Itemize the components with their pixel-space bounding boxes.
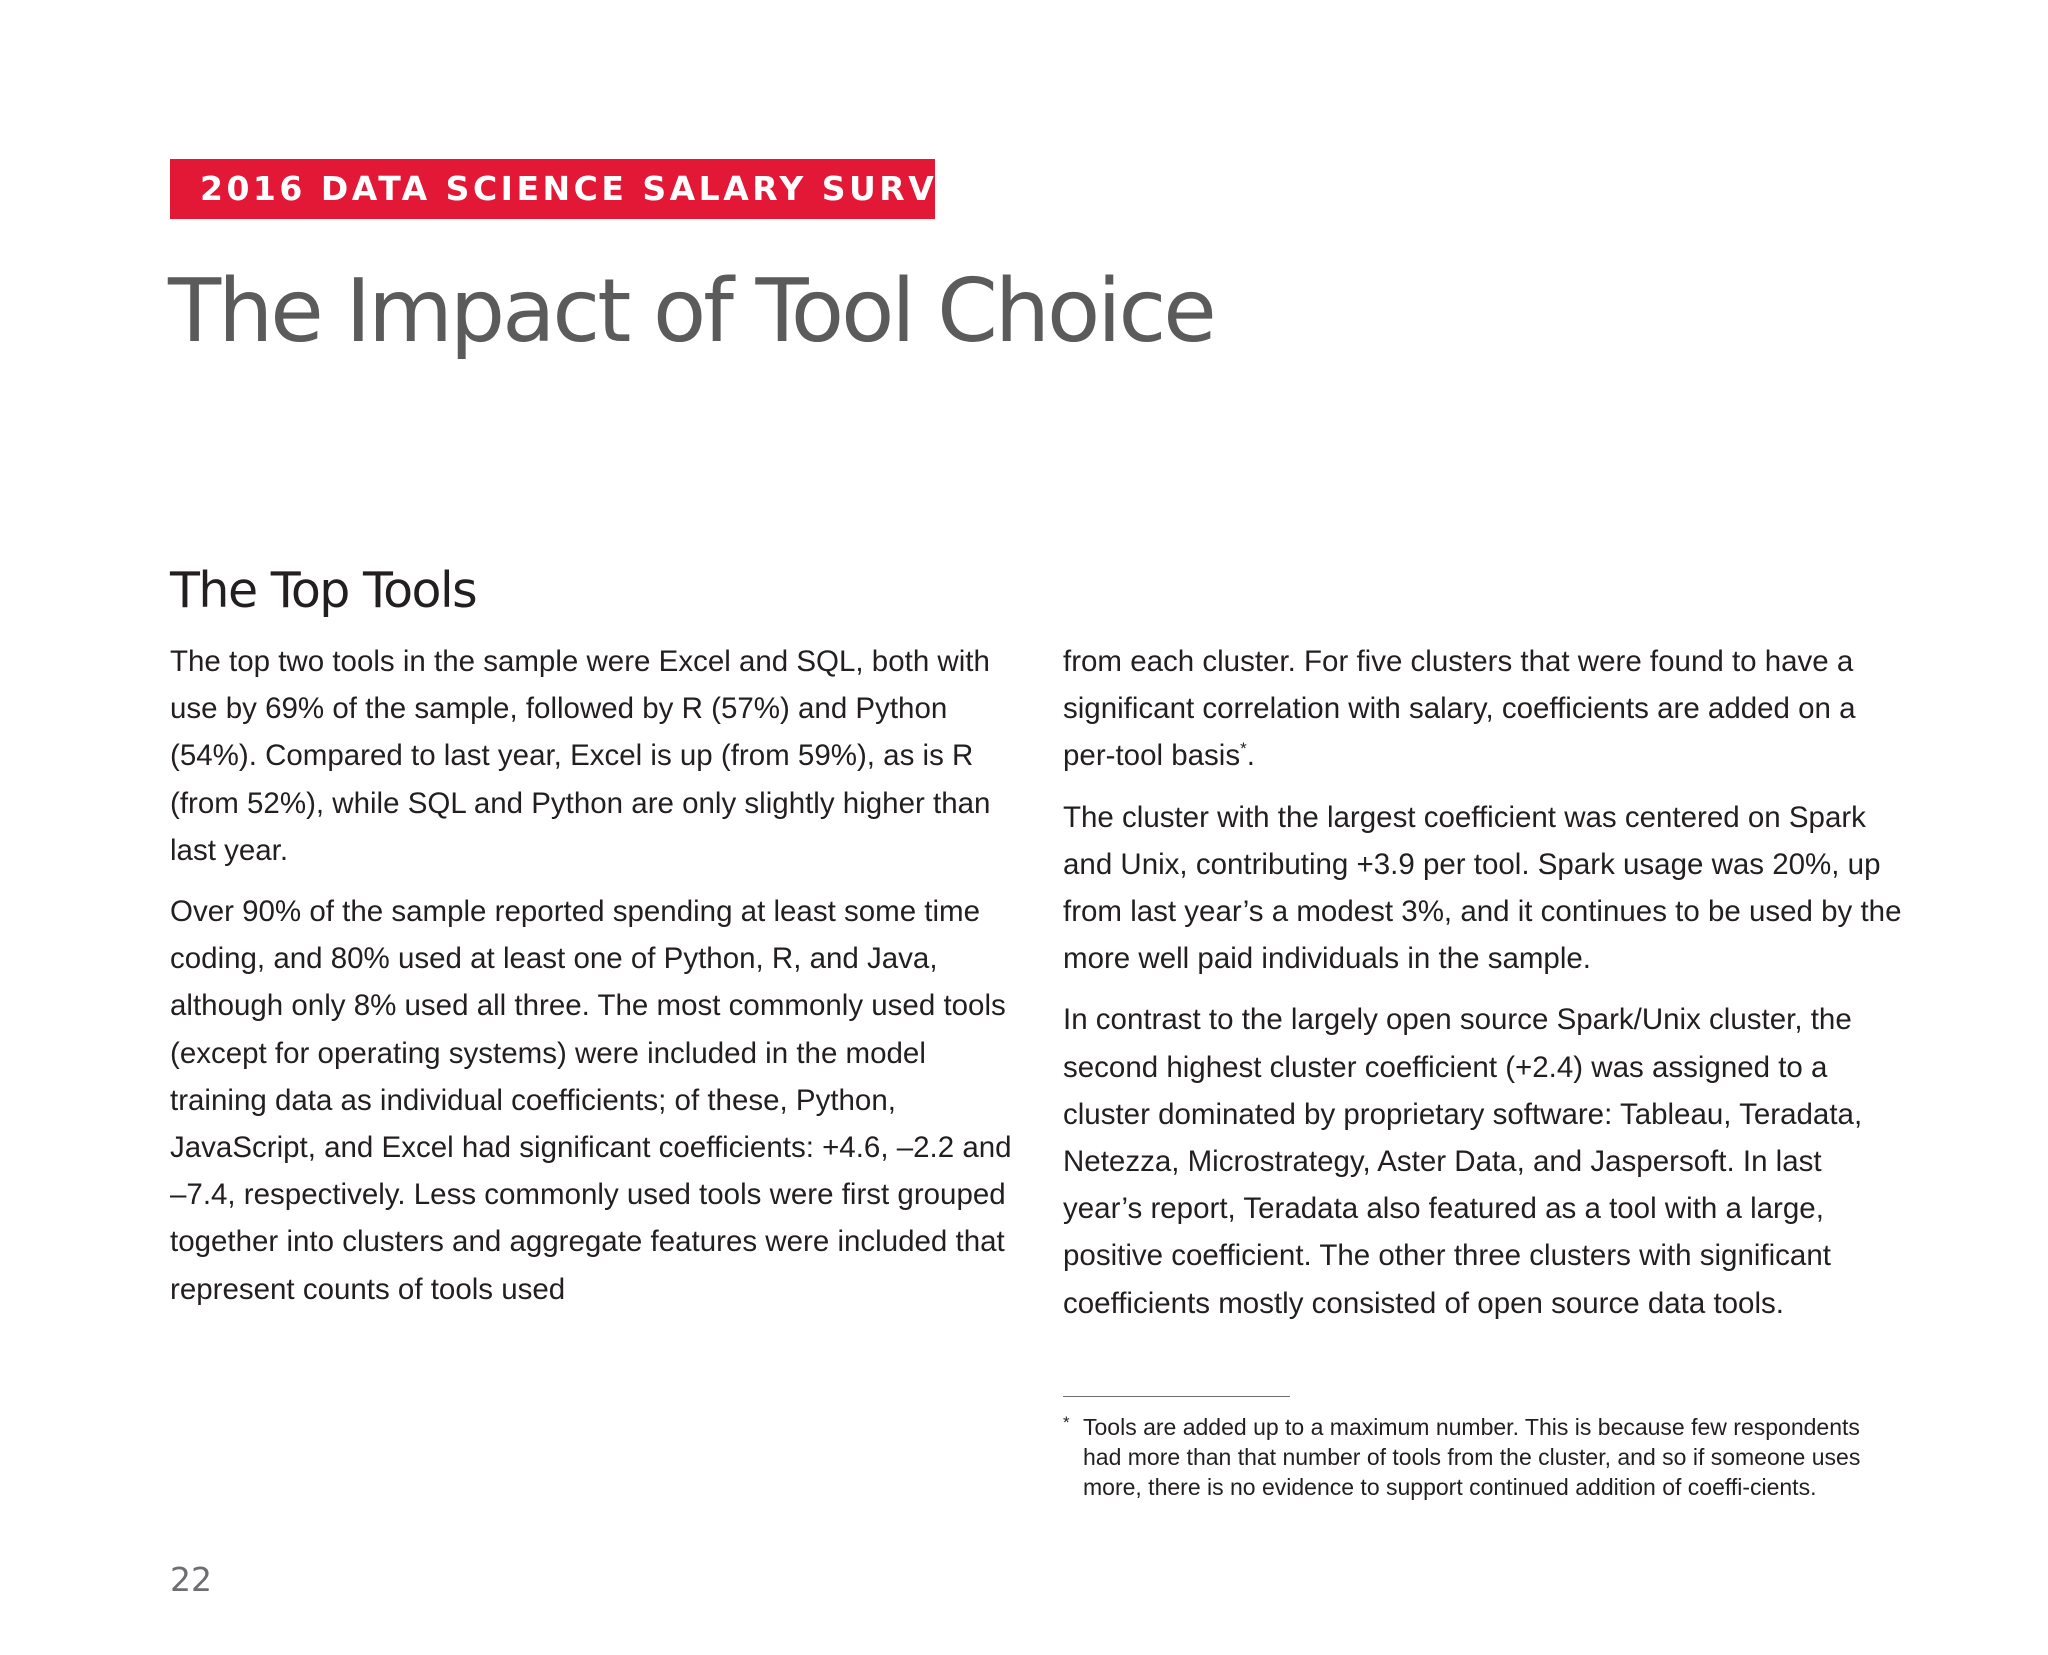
paragraph: Over 90% of the sample reported spending at least some time coding, and 80% used at least one of Python, R, and Java, although only 8% used all three. The most commonly used tools (except for operating systems) were included in the model training data as individual coefficients; of these, Python, JavaScript, and Excel had significant coefficients: +4.6, –2.2 and –7.4, respectively. Less commonly used tools were first grouped together into clusters and aggregate features were included that represent counts of tools used — [170, 895, 1012, 1306]
paragraph — [1063, 638, 1903, 780]
footnote-divider — [1063, 1396, 1290, 1397]
footnote — [1063, 1412, 1903, 1502]
paragraph-text: from each cluster. For five clusters that were found to have a significant correlation with salary, coefficients are added on a per-tool basis — [1063, 645, 1856, 773]
page-title: The Impact of Tool Choice — [168, 260, 1214, 362]
paragraph-end: . — [1246, 739, 1255, 773]
footnote-text: Tools are added up to a maximum number. This is because few respondents had more than that number of tools from the cluster, and so if someone uses more, there is no evidence to support continued addition of coeffi-cients. — [1083, 1414, 1861, 1500]
paragraph: The cluster with the largest coefficient was centered on Spark and Unix, contributing +3.9 per tool. Spark usage was 20%, up from last year’s a modest 3%, and it continues to be used by the more well paid individuals in the sample. — [1063, 800, 1902, 976]
section-heading: The Top Tools — [170, 562, 477, 619]
paragraph: The top two tools in the sample were Excel and SQL, both with use by 69% of the sample, followed by R (57%) and Python (54%). Compared to last year, Excel is up (from 59%), as is R (from 52%), while SQL and Python are only slightly higher than last year. — [170, 645, 991, 867]
page-number: 22 — [170, 1560, 212, 1599]
footnote-marker: * — [1240, 739, 1247, 759]
footnote-symbol: * — [1063, 1413, 1070, 1432]
paragraph: In contrast to the largely open source Spark/Unix cluster, the second highest cluster coefficient (+2.4) was assigned to a cluster dominated by proprietary software: Tableau, Teradata, Netezza, Microstrategy, Aster Data, and Jaspersoft. In last year’s report, Teradata also featured as a tool with a large, positive coefficient. The other three clusters with significant coefficients mostly consisted of open source data tools. — [1063, 1003, 1863, 1320]
survey-banner: 2016 DATA SCIENCE SALARY SURVEY — [170, 159, 935, 219]
left-column — [170, 638, 1020, 1327]
right-column — [1063, 638, 1903, 1341]
